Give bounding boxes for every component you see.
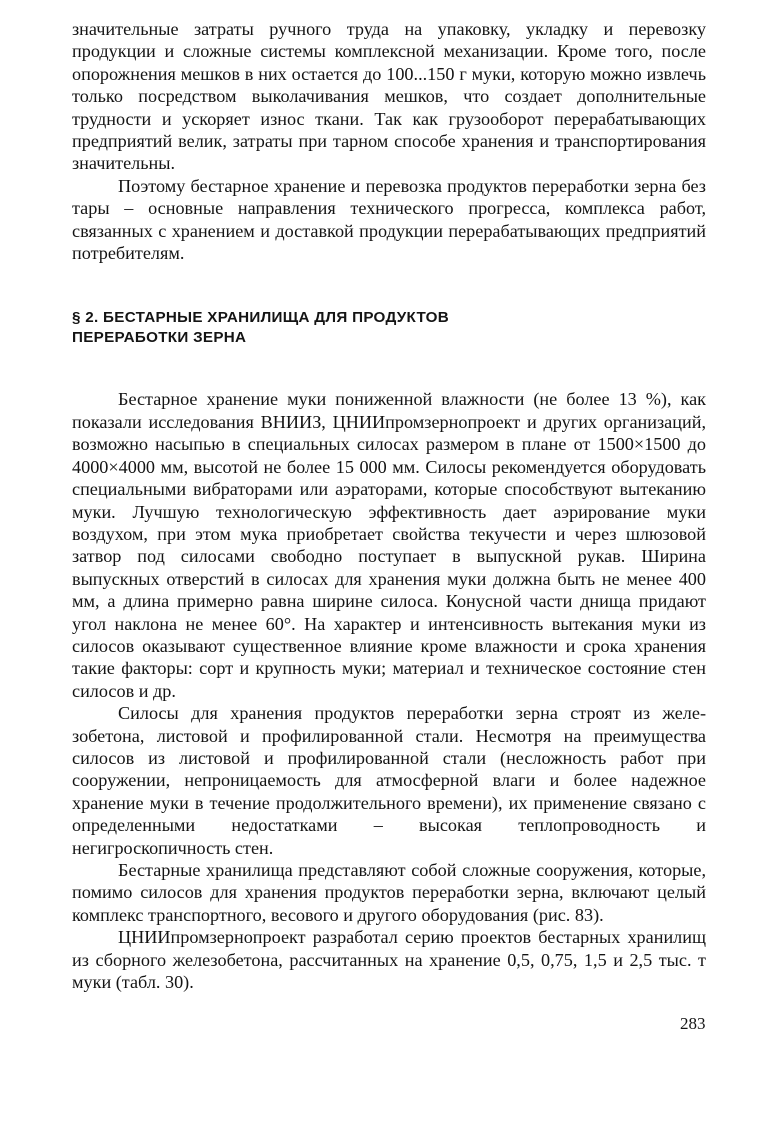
paragraph-bulk-transport: Поэтому бестарное хранение и перевозка продуктов переработки зерна без тары – основные направления технического прогресса, комплекса работ, связанных с хранением и доставкой продукции перерабатывающих предприятий потребителям. [72, 175, 706, 264]
section-heading-line-1: § 2. БЕСТАРНЫЕ ХРАНИЛИЩА ДЛЯ ПРОДУКТОВ [72, 309, 450, 327]
section-heading-line-2: ПЕРЕРАБОТКИ ЗЕРНА [72, 329, 247, 347]
paragraph-silo-materials: Силосы для хранения продуктов переработки зерна строят из железобетона, листовой и профилированной стали. Несмотря на преимущества силосов из листовой и профилированной стали (несложность работ при сооружении, непроницаемость для атмосферной влаги и более надежное хранение муки в течение продолжительного времени), их применение связано с определенными недостатками – высокая теплопроводность и негигроскопичность стен. [72, 703, 706, 858]
paragraph-continued: значительные затраты ручного труда на упаковку, укладку и перевозку продукции и сложные системы комплексной механизации. Кроме того, после опорожнения мешков в них остается до 100...150 г муки, которую можно извлечь только посредством выколачивания мешков, что создает дополнительные трудности и ускоряет износ ткани. Так как грузооборот перерабатывающих предприятий велик, затраты при тарном способе хранения и транспортирования значительны. [72, 19, 706, 174]
paragraph-project-series: ЦНИИпромзернопроект разработал серию проектов бестарных хранилищ из сборного железобетона, рассчитанных на хранение 0,5, 0,75, 1,5 и 2,5 тыс. т муки (табл. 30). [72, 927, 706, 993]
page-number: 283 [680, 1014, 706, 1033]
paragraph-storage-facilities: Бестарные хранилища представляют собой сложные сооружения, которые, помимо силосов для хранения продуктов переработки зерна, включают целый комплекс транспортного, весового и другого оборудования (рис. 83). [72, 860, 706, 925]
book-page [72, 18, 706, 993]
paragraph-flour-storage: Бестарное хранение муки пониженной влажности (не более 13 %), как показали исследования ВНИИЗ, ЦНИИпромзернопроект и других организаций, возможно насыпью в специальных силосах размером в плане от 1500×1500 до 4000×4000 мм, высотой не более 15 000 мм. Силосы рекомендуется оборудовать специальными вибраторами или аэраторами, которые способствуют вытеканию муки. Лучшую технологическую эффективность дает аэрирование муки воздухом, при этом мука приобретает свойства текучести и через шлюзовой затвор под силосами свободно поступает в выпускной рукав. Ширина выпускных отверстий в силосах для хранения муки должна быть не менее 400 мм, а длина примерно равна ширине силоса. Конусной части днища придают угол наклона не менее 60°. На характер и интенсивность вытекания муки из силосов оказывают существенное влияние кроме влажности и срока хранения такие факторы: сорт и крупность муки; материал и техническое состояние стен силосов и др. [72, 389, 706, 701]
section-heading [72, 308, 706, 348]
